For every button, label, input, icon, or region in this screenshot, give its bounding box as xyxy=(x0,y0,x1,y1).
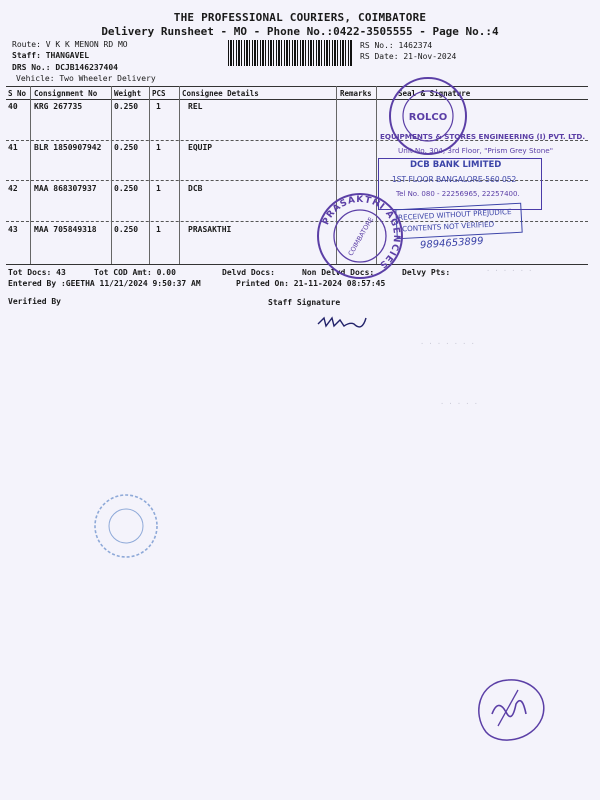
column-header-pcs: PCS xyxy=(152,89,166,98)
row-pcs: 1 xyxy=(156,143,161,152)
equipment-stamp-name: EQUIPMENTS & STORES ENGINEERING (I) PVT. LTD. xyxy=(380,132,586,141)
svg-text:PRASAKTHI AGENCIES xyxy=(321,195,401,270)
dcb-bank-name: DCB BANK LIMITED xyxy=(410,160,502,170)
table-bottom-rule xyxy=(6,264,588,265)
column-header-consignee: Consignee Details xyxy=(182,89,259,98)
handwritten-phone: 9894653899 xyxy=(419,235,484,252)
company-title: THE PROFESSIONAL COURIERS, COIMBATORE xyxy=(173,11,427,24)
drs-number: DRS No.: DCJB146237404 xyxy=(12,63,118,72)
dcb-bank-city: BANGALORE-560 052 xyxy=(436,175,517,184)
row-weight: 0.250 xyxy=(114,184,139,193)
total-cod-amount: Tot COD Amt: 0.00 xyxy=(94,268,176,277)
column-divider xyxy=(179,86,180,264)
row-consignment: MAA 868307937 xyxy=(34,184,97,193)
staff-signature-scribble xyxy=(310,312,376,336)
round-seal-text: ROLCO xyxy=(408,112,448,123)
row-weight: 0.250 xyxy=(114,102,139,111)
row-consignee: DCB xyxy=(188,184,203,193)
dcb-bank-floor: 1ST FLOOR xyxy=(392,175,434,184)
vehicle-label: Vehicle: Two Wheeler Delivery xyxy=(16,74,156,83)
row-pcs: 1 xyxy=(156,184,161,193)
staff-label: Staff: THANGAVEL xyxy=(12,51,90,60)
non-delivered-docs: Non Delvd Docs: xyxy=(302,268,375,277)
row-pcs: 1 xyxy=(156,225,161,234)
row-consignee: EQUIP xyxy=(188,143,213,152)
row-consignment: BLR 1850907942 xyxy=(34,143,102,152)
row-sno: 42 xyxy=(8,184,18,193)
staff-signature-label: Staff Signature xyxy=(268,298,341,307)
row-consignee: REL xyxy=(188,102,203,111)
column-header-weight: Weight xyxy=(114,89,142,98)
prasakthi-ring-text: PRASAKTHI AGENCIES xyxy=(321,194,402,271)
faint-round-stamp xyxy=(92,492,160,560)
row-sno: 41 xyxy=(8,143,18,152)
row-consignment: KRG 267735 xyxy=(34,102,83,111)
show-through-text: · · · · · · · xyxy=(420,340,475,348)
prasakthi-city-text: COIMBATORE xyxy=(346,215,376,258)
column-header-sno: S No xyxy=(8,89,27,98)
route-label: Route: V K K MENON RD MO xyxy=(12,40,128,49)
show-through-text: · · · · · · xyxy=(486,267,533,275)
received-stamp-line2: CONTENTS NOT VERIFIED xyxy=(401,219,495,234)
column-divider xyxy=(30,86,31,264)
row-weight: 0.250 xyxy=(114,143,139,152)
row-sno: 40 xyxy=(8,102,18,111)
printed-on: Printed On: 21-11-2024 08:57:45 xyxy=(236,279,386,288)
table-header-rule xyxy=(6,99,588,100)
delivery-points: Delvy Pts: xyxy=(402,268,451,277)
total-docs: Tot Docs: 43 xyxy=(8,268,66,277)
table-top-rule xyxy=(6,86,588,87)
show-through-text: · · · · · xyxy=(440,400,478,408)
entered-by: Entered By :GEETHA 11/21/2024 9:50:37 AM xyxy=(8,279,201,288)
row-sno: 43 xyxy=(8,225,18,234)
equipment-stamp-address: Unit No. 304, 3rd Floor, "Prism Grey Stone" xyxy=(398,146,554,155)
barcode xyxy=(228,40,352,66)
column-header-remarks: Remarks xyxy=(340,89,372,98)
delivered-docs: Delvd Docs: xyxy=(222,268,275,277)
column-header-consignment: Consignment No xyxy=(34,89,98,98)
column-header-seal: Seal & Signature xyxy=(398,89,471,98)
column-divider xyxy=(111,86,112,264)
row-consignment: MAA 705849318 xyxy=(34,225,97,234)
received-stamp-line1: RECEIVED WITHOUT PREJUDICE xyxy=(397,207,512,222)
handwritten-circle-signature xyxy=(468,674,550,746)
column-divider xyxy=(149,86,150,264)
column-divider xyxy=(336,86,337,264)
row-divider xyxy=(6,221,588,222)
row-weight: 0.250 xyxy=(114,225,139,234)
runsheet-subtitle: Delivery Runsheet - MO - Phone No.:0422-3505555 - Page No.:4 xyxy=(101,25,499,38)
rs-number: RS No.: 1462374 xyxy=(360,41,433,50)
row-pcs: 1 xyxy=(156,102,161,111)
verified-by-label: Verified By xyxy=(8,297,61,306)
column-divider xyxy=(376,86,377,264)
equipment-stamp-phone: Tel No. 080 - 22256965, 22257400. xyxy=(396,190,520,198)
rs-date: RS Date: 21-Nov-2024 xyxy=(360,52,457,61)
row-consignee: PRASAKTHI xyxy=(188,225,232,234)
